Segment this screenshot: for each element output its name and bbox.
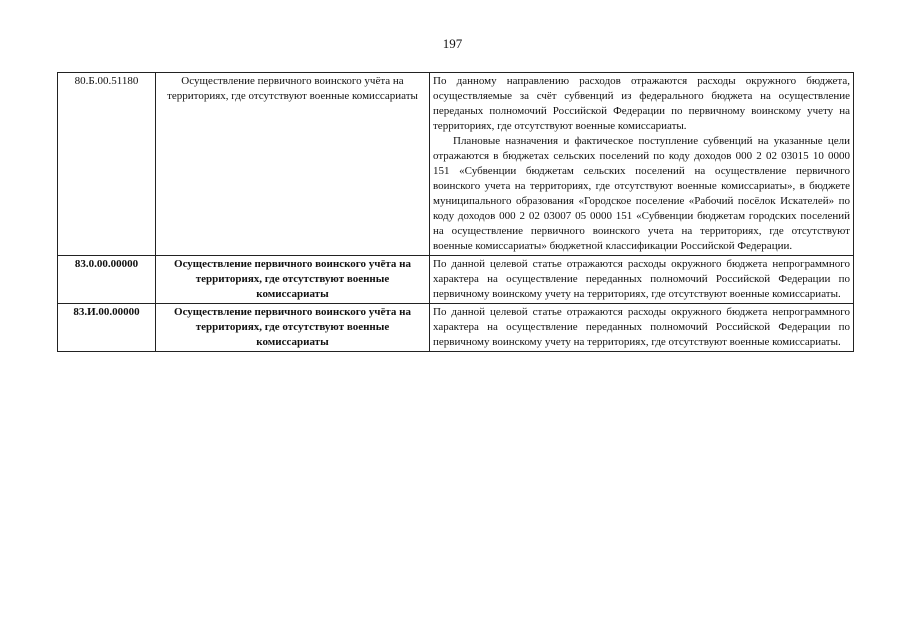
row-code: 83.И.00.00000 bbox=[58, 304, 156, 352]
table-row bbox=[58, 73, 854, 256]
row-description bbox=[430, 73, 854, 256]
page-number: 197 bbox=[442, 36, 463, 51]
description-paragraph: Плановые назначения и фактическое поступление субвенций на указанные цели отражаются в бюджетах сельских поселений по коду доходов 000 2 02 03015 10 0000 151 «Субвенции бюджетам сельских поселений на осуществление первичного воинского учета на территориях, где отсутствуют военные комиссариаты», в бюджете муниципального образования «Городское поселение «Рабочий посёлок Искателей» по коду доходов 000 2 02 03007 05 0000 151 «Субвенции бюджетам городских поселений на осуществление первичного воинского учета на территориях, где отсутствуют военные комиссариаты» бюджетной классификации Российской Федерации. bbox=[433, 135, 850, 252]
row-description bbox=[430, 256, 854, 304]
row-code: 83.0.00.00000 bbox=[58, 256, 156, 304]
row-name: Осуществление первичного воинского учёта на территориях, где отсутствуют военные комиссариаты bbox=[156, 304, 430, 352]
budget-classification-table bbox=[57, 72, 854, 352]
row-name: Осуществление первичного воинского учёта на территориях, где отсутствуют военные комиссариаты bbox=[156, 256, 430, 304]
row-name: Осуществление первичного воинского учёта на территориях, где отсутствуют военные комиссариаты bbox=[156, 73, 430, 256]
description-paragraph: По данному направлению расходов отражаются расходы окружного бюджета, осуществляемые за счёт субвенций из федерального бюджета на осуществление переданых полномочий Российской Федерации по первичному воинскому учету на территориях, где отсутствуют военные комиссариаты. bbox=[433, 75, 850, 132]
description-paragraph: По данной целевой статье отражаются расходы окружного бюджета непрограммного характера на осуществление переданных полномочий Российской Федерации по первичному воинскому учету на территориях, где отсутствуют военные комиссариаты. bbox=[433, 306, 850, 348]
table-row bbox=[58, 304, 854, 352]
row-code: 80.Б.00.51180 bbox=[58, 73, 156, 256]
table-row bbox=[58, 256, 854, 304]
row-description bbox=[430, 304, 854, 352]
description-paragraph: По данной целевой статье отражаются расходы окружного бюджета непрограммного характера на осуществление переданных полномочий Российской Федерации по первичному воинскому учету на территориях, где отсутствуют военные комиссариаты. bbox=[433, 258, 850, 300]
